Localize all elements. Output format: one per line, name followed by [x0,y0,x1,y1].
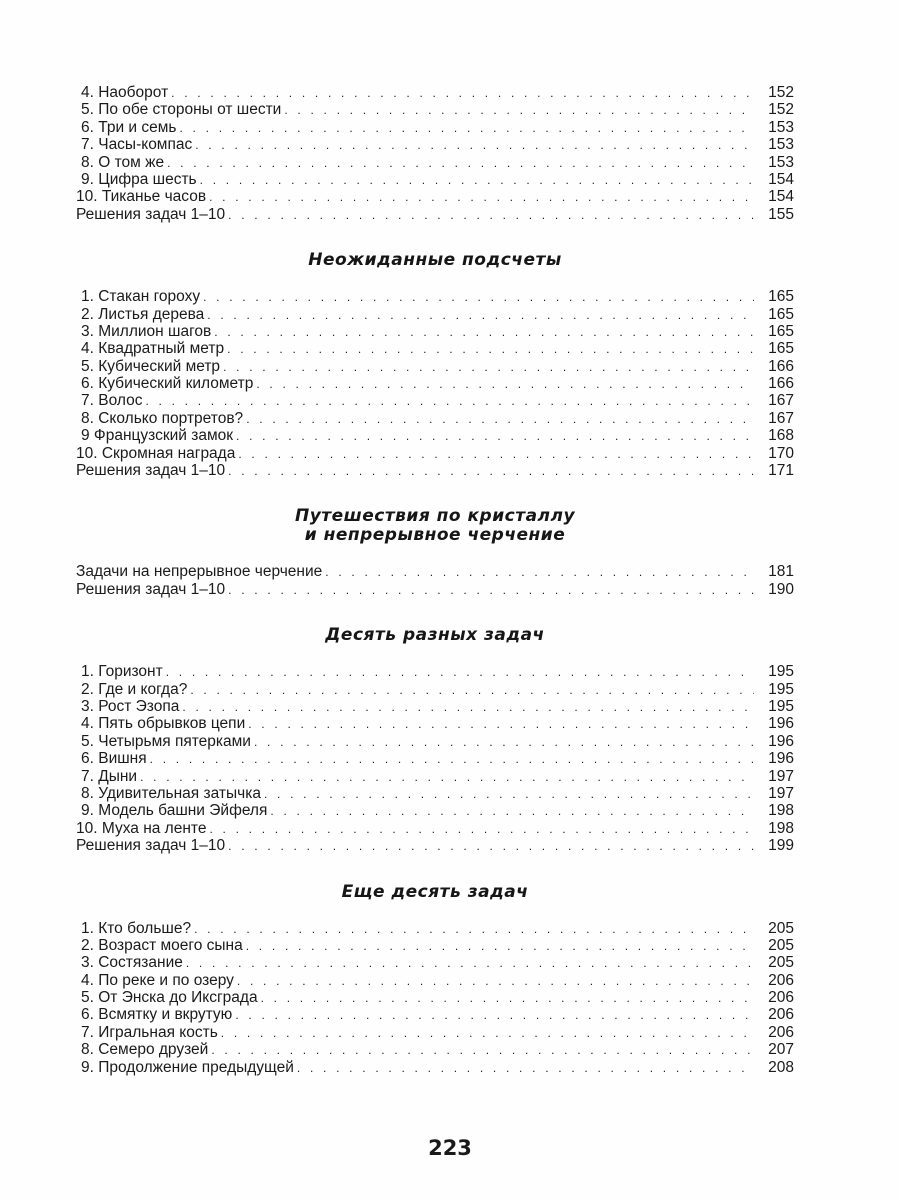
toc-entry[interactable] [76,375,794,392]
toc-entry[interactable] [76,989,794,1006]
dot-leader [150,751,754,767]
toc-entry-title: 2. Возраст моего сына [81,936,243,954]
toc-entry-title: 8. Семеро друзей [81,1041,209,1059]
section-heading [76,507,794,545]
section-spacer [76,902,794,920]
page-number: 223 [428,1136,472,1160]
toc-entry[interactable] [76,306,794,323]
toc-entry[interactable] [76,323,794,340]
toc-entry-page: 205 [768,954,794,972]
toc-entry-page: 196 [768,732,794,750]
toc-entry-title: 1. Кто больше? [81,919,192,937]
toc-entry-page: 205 [768,936,794,954]
dot-leader [223,359,754,375]
dot-leader [145,393,754,409]
toc-entry-title: 5. По обе стороны от шести [81,101,282,119]
dot-leader [228,207,754,223]
toc-entry-title: 5. Кубический метр [81,357,221,375]
section-spacer [76,598,794,626]
toc-entry-title: 7. Часы-компас [81,136,193,154]
toc-entry[interactable] [76,1006,794,1023]
toc-entry-title: 3. Состязание [81,954,183,972]
toc-entry-title: 8. Удивительная затычка [81,784,261,802]
dot-leader [190,682,754,698]
toc-entry-title: 2. Листья дерева [81,305,205,323]
toc-entry-title: 10. Тиканье часов [76,188,207,206]
section-spacer [76,270,794,288]
toc-entry-page: 197 [768,784,794,802]
toc-entry-page: 153 [768,136,794,154]
toc-entry-title: Задачи на непрерывное черчение [76,563,323,581]
toc-entry-page: 206 [768,1023,794,1041]
toc-entry-title: 6. Три и семь [81,118,177,136]
toc-entry-title: 8. Сколько портретов? [81,409,244,427]
toc-entry-page: 165 [768,305,794,323]
toc-section [76,855,794,1077]
toc-entry[interactable] [76,1024,794,1041]
toc-entry-page: 198 [768,819,794,837]
dot-leader [140,769,754,785]
toc-entry-title: Решения задач 1–10 [76,837,226,855]
toc-entry-title: 1. Стакан гороху [81,288,201,306]
section-heading-line: Путешествия по кристаллу [294,506,576,527]
toc-entry[interactable] [76,972,794,989]
toc-entry[interactable] [76,698,794,715]
toc-entry-page: 198 [768,802,794,820]
toc-entry[interactable] [76,785,794,802]
toc-entry-title: 7. Дыни [81,767,138,785]
toc-entry[interactable] [76,802,794,819]
toc-entry-page: 196 [768,715,794,733]
toc-entry[interactable] [76,1041,794,1058]
dot-leader [194,921,754,937]
dot-leader [186,955,754,971]
toc-entry-title: 6. Кубический километр [81,375,254,393]
dot-leader [254,734,754,750]
toc-section [76,223,794,479]
toc-entry-page: 166 [768,375,794,393]
toc-entry-page: 154 [768,188,794,206]
toc-section [76,598,794,854]
dot-leader [284,102,754,118]
toc-entry-page: 207 [768,1041,794,1059]
dot-leader [211,1042,754,1058]
dot-leader [227,341,754,357]
toc-entry[interactable] [76,462,794,479]
toc-entry[interactable] [76,288,794,305]
dot-leader [166,664,754,680]
toc-entry[interactable] [76,119,794,136]
toc-entry-page: 167 [768,409,794,427]
toc-entry[interactable] [76,84,794,101]
toc-entry-page: 197 [768,767,794,785]
dot-leader [270,803,754,819]
toc-entry[interactable] [76,937,794,954]
section-spacer [76,479,794,507]
toc-entry-page: 166 [768,357,794,375]
toc-entry[interactable] [76,206,794,223]
dot-leader [182,699,754,715]
toc-entry[interactable] [76,733,794,750]
toc-entry[interactable] [76,1059,794,1076]
toc-entry[interactable] [76,750,794,767]
toc-entry-title: Решения задач 1–10 [76,580,226,598]
toc-entry[interactable] [76,136,794,153]
toc-entry[interactable] [76,358,794,375]
toc-entry-page: 206 [768,989,794,1007]
toc-entry[interactable] [76,563,794,580]
toc-entry-page: 190 [768,580,794,598]
toc-entry-title: 10. Муха на ленте [76,819,207,837]
toc-entry-title: Решения задач 1–10 [76,462,226,480]
dot-leader [246,411,754,427]
toc-entry[interactable] [76,920,794,937]
dot-leader [238,446,754,462]
toc-entry-page: 196 [768,750,794,768]
toc-entry-title: 6. Всмятку и вкрутую [81,1006,233,1024]
section-spacer [76,545,794,563]
toc-entry-title: 9. Продолжение предыдущей [81,1058,294,1076]
toc-entry-page: 208 [768,1058,794,1076]
toc-entry[interactable] [76,188,794,205]
dot-leader [235,1007,754,1023]
toc-entry-page: 195 [768,680,794,698]
toc-entry-title: 1. Горизонт [81,663,163,681]
dot-leader [179,120,754,136]
section-heading [76,251,794,270]
toc-entry-page: 195 [768,663,794,681]
toc-entry-title: 2. Где и когда? [81,680,188,698]
dot-leader [246,938,754,954]
dot-leader [228,838,754,854]
dot-leader [297,1060,754,1076]
toc-entry[interactable] [76,427,794,444]
toc-entry-page: 199 [768,837,794,855]
toc-entry-title: 4. По реке и по озеру [81,971,234,989]
toc-entry-title: 5. От Энска до Иксграда [81,989,258,1007]
dot-leader [325,564,754,580]
section-heading [76,626,794,645]
toc-entry-page: 165 [768,340,794,358]
toc-entry-title: 9 Французский замок [81,427,234,445]
toc-entry[interactable] [76,410,794,427]
toc-entry[interactable] [76,340,794,357]
toc-entry-title: 10. Скромная награда [76,444,236,462]
toc-entry-page: 154 [768,170,794,188]
dot-leader [228,463,754,479]
toc-entry[interactable] [76,820,794,837]
section-heading-line: и непрерывное черчение [304,525,566,546]
toc-entry-page: 195 [768,697,794,715]
section-spacer [76,855,794,883]
toc-entry-title: 8. О том же [81,153,165,171]
table-of-contents [76,84,794,1076]
dot-leader [237,973,754,989]
toc-entry[interactable] [76,715,794,732]
toc-entry-title: 6. Вишня [81,750,147,768]
toc-entry-page: 167 [768,392,794,410]
toc-entry-title: 4. Пять обрывков цепи [81,715,246,733]
toc-entry-page: 170 [768,444,794,462]
toc-entry-title: 3. Рост Эзопа [81,697,180,715]
toc-entry[interactable] [76,837,794,854]
dot-leader [236,428,754,444]
toc-entry[interactable] [76,768,794,785]
dot-leader [214,324,754,340]
dot-leader [209,189,754,205]
toc-entry-page: 165 [768,322,794,340]
dot-leader [221,1025,754,1041]
toc-section [76,479,794,598]
toc-entry-page: 165 [768,288,794,306]
toc-entry-title: 7. Волос [81,392,143,410]
toc-entry-page: 153 [768,153,794,171]
toc-entry-title: Решения задач 1–10 [76,205,226,223]
dot-leader [171,85,754,101]
toc-entry[interactable] [76,663,794,680]
dot-leader [200,172,754,188]
toc-entry[interactable] [76,445,794,462]
toc-entry-page: 155 [768,205,794,223]
toc-entry-title: 4. Наоборот [81,84,169,101]
dot-leader [248,716,754,732]
toc-entry-page: 152 [768,101,794,119]
toc-section [76,84,794,223]
toc-entry-title: 4. Квадратный метр [81,340,225,358]
toc-entry-page: 206 [768,1006,794,1024]
toc-entry-title: 9. Цифра шесть [81,170,197,188]
toc-entry[interactable] [76,171,794,188]
toc-entry[interactable] [76,392,794,409]
toc-entry-title: 9. Модель башни Эйфеля [81,802,268,820]
toc-entry[interactable] [76,101,794,118]
dot-leader [209,821,754,837]
dot-leader [228,582,754,598]
toc-entry[interactable] [76,154,794,171]
dot-leader [264,786,754,802]
section-heading-line: Десять разных задач [325,625,545,646]
dot-leader [207,307,754,323]
toc-entry-page: 153 [768,118,794,136]
toc-entry-page: 171 [768,462,794,480]
section-heading [76,883,794,902]
dot-leader [195,137,754,153]
dot-leader [256,376,754,392]
section-heading-line: Еще десять задач [341,881,529,902]
section-heading-line: Неожиданные подсчеты [308,250,562,271]
section-spacer [76,645,794,663]
dot-leader [167,155,754,171]
toc-entry-page: 168 [768,427,794,445]
dot-leader [261,990,754,1006]
toc-entry[interactable] [76,681,794,698]
toc-entry-title: 3. Миллион шагов [81,322,212,340]
toc-entry[interactable] [76,581,794,598]
toc-entry-page: 152 [768,84,794,101]
toc-entry-title: 5. Четырьмя пятерками [81,732,251,750]
toc-entry-title: 7. Игральная кость [81,1023,218,1041]
section-spacer [76,223,794,251]
toc-entry-page: 181 [768,563,794,581]
toc-entry-page: 206 [768,971,794,989]
toc-entry-page: 205 [768,919,794,937]
dot-leader [203,289,754,305]
toc-entry[interactable] [76,954,794,971]
